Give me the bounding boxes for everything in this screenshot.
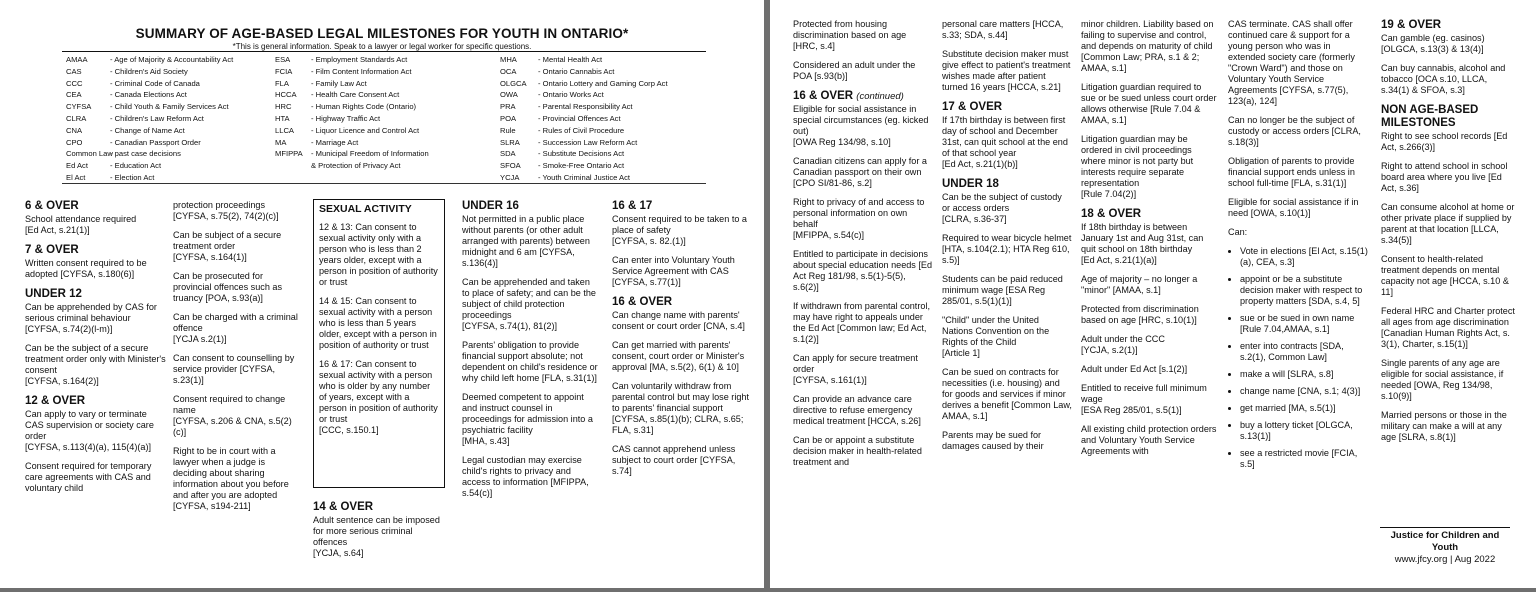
section-heading: 14 & OVER — [313, 501, 374, 513]
milestone-item: Legal custodian may exercise child's rights to privacy and access to information [MFIPPA, s.54(c)] — [462, 455, 589, 498]
footer-credit — [1380, 527, 1510, 566]
milestone-item: personal care matters [HCCA, s.33; SDA, s.44] — [942, 19, 1064, 40]
abbrev-key: Common Law — [66, 149, 113, 159]
abbrev-key: CPO — [66, 137, 83, 147]
abbrev-key: LLCA — [275, 125, 294, 135]
milestone-item: Obligation of parents to provide financial support ends unless in school full-time [FLA, s.31(1)] — [1228, 156, 1355, 188]
abbrev-row — [500, 101, 668, 113]
milestone-item: Required to wear bicycle helmet [HTA, s.104(2.1); HTA Reg 610, s.5)] — [942, 233, 1072, 265]
citation: [YCJA s.2(1)] — [173, 334, 227, 344]
milestone-item: Single parents of any age are eligible for social assistance, if needed [OWA, Reg 134/98, s.10(9)] — [1381, 358, 1504, 401]
p1-column-5 — [612, 200, 752, 485]
abbrev-meaning: - Ontario Lottery and Gaming Corp Act — [538, 78, 668, 88]
abbrev-row — [66, 113, 233, 125]
milestone-item: If withdrawn from parental control, may have right to appeals under the Ed Act [Common law; Ed Act, s.1(2)] — [793, 301, 930, 344]
citation: [Article 1] — [942, 348, 980, 358]
milestone-item: CAS terminate. CAS shall offer continued care & support for a young person who was in extended society care (formerly "Crown Ward") and those on Voluntary Youth Service Agreements [CYFSA, s.77(5), 123(a), 124] — [1228, 19, 1355, 106]
abbrev-key: OWA — [500, 90, 518, 100]
abbrev-meaning: - Canadian Passport Order — [110, 137, 201, 147]
abbrev-key: HTA — [275, 113, 290, 123]
milestone-item: Consent to health-related treatment depends on mental capacity not age [HCCA, s.10 & 11] — [1381, 254, 1509, 297]
abbrev-meaning: - Marriage Act — [311, 137, 359, 147]
abbrev-meaning: - Highway Traffic Act — [311, 113, 381, 123]
p1-column-3 — [319, 222, 439, 444]
abbrev-meaning: - Children's Law Reform Act — [110, 113, 204, 123]
abbrev-row — [275, 54, 429, 66]
milestone-item: Eligible for social assistance if in need [OWA, s.10(1)] — [1228, 197, 1359, 218]
abbrev-row — [275, 89, 429, 101]
abbrev-key: ESA — [275, 55, 291, 64]
milestone-item: Age of majority – no longer a "minor" [AMAA, s.1] — [1081, 274, 1198, 295]
abbrev-meaning: - Rules of Civil Procedure — [538, 125, 625, 135]
milestone-item: Can provide an advance care directive to refuse emergency medical treatment [HCCA, s.26] — [793, 394, 921, 426]
abbrev-key: El Act — [66, 172, 86, 182]
p2-column-5 — [1381, 19, 1516, 451]
section-heading: 12 & OVER — [25, 395, 86, 407]
header-rule — [62, 51, 706, 52]
citation: [CYFSA, s194-211] — [173, 501, 251, 511]
abbrev-row — [66, 54, 233, 66]
milestone-item: "Child" under the United Nations Convention on the Rights of the Child [Article 1] — [942, 315, 1072, 359]
milestone-item: Can enter into Voluntary Youth Service Agreement with CAS [CYFSA, s.77(1)] — [612, 255, 735, 287]
milestone-item: Consent required for temporary care agreements with CAS and voluntary child — [25, 461, 152, 493]
milestone-item: Can be charged with a criminal offence [YCJA s.2(1)] — [173, 312, 301, 345]
abbrev-row — [500, 125, 668, 137]
abbrev-key: MHA — [500, 55, 517, 64]
milestone-item: Parents may be sued for damages caused by their — [942, 430, 1044, 451]
milestone-item: Entitled to participate in decisions about special education needs [Ed Act Reg 181/98, s.5(1)-5(5), s.6(2)] — [793, 249, 933, 292]
milestone-item: Not permitted in a public place without parents (or other adult arranged with parents) between midnight and 6 am [CYFSA, s.136(4)] — [462, 214, 590, 268]
p1-column-2 — [173, 200, 301, 520]
citation: [CLRA, s.36-37] — [942, 214, 1007, 224]
milestone-item: Can change name with parents' consent or court order [CNA, s.4] — [612, 310, 745, 331]
abbrev-row — [66, 160, 233, 172]
citation: [CYFSA, s.75(2), 74(2)(c)] — [173, 211, 279, 221]
milestone-item: Written consent required to be adopted [CYFSA, s.180(6)] — [25, 258, 147, 279]
abbrev-row — [500, 137, 668, 149]
citation: [Ed Act, s.21(1)(b)] — [942, 159, 1018, 169]
abbrev-row — [500, 172, 668, 184]
abbrev-meaning: - past case decisions — [110, 149, 181, 159]
abbrev-row — [275, 160, 429, 172]
can-list-item: • appoint or be a substitute decision maker with respect to property matters [SDA, s.4, 5] — [1240, 274, 1370, 307]
abbrev-key: OCA — [500, 66, 517, 76]
section-heading: UNDER 18 — [942, 178, 999, 190]
section-heading: NON AGE-BASED MILESTONES — [1381, 104, 1479, 129]
milestone-item: Can be the subject of a secure treatment order only with Minister's consent [CYFSA, s.164(2)] — [25, 343, 166, 386]
milestone-item: All existing child protection orders and Voluntary Youth Service Agreements with — [1081, 424, 1217, 456]
milestone-item: If 17th birthday is between first day of school and December 31st, can quit school at the end of that school year [Ed Act, s.21(1)(b)] — [942, 115, 1072, 170]
milestone-item: Federal HRC and Charter protect all ages from age discrimination [Canadian Human Rights Act, s. 3(1), Charter, s.15(1)] — [1381, 306, 1515, 349]
milestone-item: Eligible for social assistance in special circumstances (eg. kicked out) [OWA Reg 134/98, s.10] — [793, 104, 933, 148]
can-list-item: • enter into contracts [SDA, s.2(1), Common Law] — [1240, 341, 1370, 363]
abbrev-key: FLA — [275, 78, 289, 88]
milestone-item: Can be or appoint a substitute decision maker in health-related treatment and — [793, 435, 922, 467]
citation: [CYFSA, s.161(1)] — [793, 375, 867, 385]
milestone-item: School attendance required [Ed Act, s.21(1)] — [25, 214, 167, 236]
abbrev-row — [500, 66, 668, 78]
abbrev-row — [275, 137, 429, 149]
abbrev-row — [275, 101, 429, 113]
milestone-item: Can be sued on contracts for necessities (i.e. housing) and for goods and services if minor derives a benefit [Common Law, AMAA, s.1] — [942, 367, 1072, 421]
milestone-item: Protected from housing discrimination based on age [HRC, s.4] — [793, 19, 907, 51]
section-heading: 6 & OVER — [25, 200, 79, 212]
can-list-item: • make a will [SLRA, s.8] — [1240, 369, 1370, 380]
abbrev-row — [66, 66, 233, 78]
can-list-item: • get married [MA, s.5(1)] — [1240, 403, 1370, 414]
abbrev-meaning: - Ontario Works Act — [538, 90, 604, 100]
abbrev-meaning: - Liquor Licence and Control Act — [311, 125, 420, 135]
abbrev-meaning: - Children's Aid Society — [110, 66, 188, 76]
milestone-item: protection proceedings [CYFSA, s.75(2), 74(2)(c)] — [173, 200, 301, 222]
citation: [OWA Reg 134/98, s.10] — [793, 137, 891, 147]
abbrev-key: PRA — [500, 102, 516, 112]
abbrev-meaning: - Succession Law Reform Act — [538, 137, 638, 147]
abbrev-row — [275, 78, 429, 90]
citation: [CYFSA, s. 82.(1)] — [612, 236, 686, 246]
milestone-item: If 18th birthday is between January 1st and Aug 31st, can quit school on 18th birthday [Ed Act, s.21(1)(a)] — [1081, 222, 1217, 266]
abbrev-row — [66, 148, 233, 160]
abbrev-row — [275, 148, 429, 160]
abbrev-meaning: & Protection of Privacy Act — [311, 161, 401, 171]
milestone-item: Considered an adult under the POA [s.93(b)] — [793, 60, 916, 81]
section-heading: 16 & OVER (continued) — [793, 90, 904, 102]
abbrev-key: SDA — [500, 149, 516, 159]
abbrev-meaning: - Mental Health Act — [538, 55, 603, 64]
abbrev-key: HCCA — [275, 90, 297, 100]
citation: [MHA, s.43] — [462, 436, 510, 446]
abbrev-meaning: - Change of Name Act — [110, 125, 185, 135]
citation: [Ed Act, s.21(1)] — [25, 225, 90, 235]
abbrev-row — [500, 113, 668, 125]
abbrev-key: CCC — [66, 78, 83, 88]
p2-column-3 — [1081, 19, 1217, 465]
citation: [YCJA, s.2(1)] — [1081, 345, 1138, 355]
abbrev-key: Ed Act — [66, 161, 88, 171]
abbrev-row — [500, 89, 668, 101]
abbrev-row — [66, 137, 233, 149]
sexual-activity-title: SEXUAL ACTIVITY — [319, 203, 412, 215]
abbrev-key: OLGCA — [500, 78, 527, 88]
abbrev-key: Rule — [500, 125, 516, 135]
abbrev-key: CNA — [66, 125, 83, 135]
abbrev-meaning: - Film Content Information Act — [311, 66, 412, 76]
abbrev-key: HRC — [275, 102, 292, 112]
can-list-item: • buy a lottery ticket [OLGCA, s.13(1)] — [1240, 420, 1370, 442]
milestone-item: Adult under Ed Act [s.1(2)] — [1081, 364, 1188, 374]
can-list-item: • see a restricted movie [FCIA, s.5] — [1240, 448, 1370, 470]
abbrev-col-1 — [66, 54, 233, 184]
milestone-item: Can get married with parents' consent, court order or Minister's approval [MA, s.5(2), 6(1) & 10] — [612, 340, 745, 372]
section-heading: 18 & OVER — [1081, 208, 1142, 220]
abbrev-meaning: - Family Law Act — [311, 78, 367, 88]
milestone-item: Can be subject of a secure treatment order [CYFSA, s.164(1)] — [173, 230, 301, 263]
milestone-item: 12 & 13: Can consent to sexual activity only with a person who is less than 2 years older, except with a person in position of authority or trust — [319, 222, 438, 287]
p1-column-3b — [313, 501, 443, 567]
citation: [CYFSA, s.74(2)(l-m)] — [25, 324, 113, 334]
milestone-item: Deemed competent to appoint and instruct counsel in proceedings for admission into a psychiatric facility [MHA, s.43] — [462, 392, 600, 447]
milestone-item: Substitute decision maker must give effect to patient's treatment wishes made after patient turned 16 years [HCCA, s.21] — [942, 49, 1071, 92]
section-heading: UNDER 16 — [462, 200, 519, 212]
milestone-item: 16 & 17: Can consent to sexual activity with a person who is older by any number of years, except with a person in position of authority or trust [CCC, s.150.1] — [319, 359, 438, 435]
section-heading: 19 & OVER — [1381, 19, 1442, 31]
abbrev-row — [500, 54, 668, 66]
milestone-item: Adult under the CCC [YCJA, s.2(1)] — [1081, 334, 1217, 356]
footer-org: Justice for Children and Youth — [1390, 530, 1500, 553]
abbrev-meaning: - Age of Majority & Accountability Act — [110, 55, 234, 64]
p1-column-4 — [462, 200, 600, 507]
citation: [CYFSA, s.85(1)(b); CLRA, s.65; FLA, s.31] — [612, 414, 744, 435]
abbrev-meaning: - Municipal Freedom of Information — [311, 149, 429, 159]
milestone-item: Can gamble (eg. casinos) [OLGCA, s.13(3) & 13(4)] — [1381, 33, 1485, 54]
milestone-item: Can apply for secure treatment order [CYFSA, s.161(1)] — [793, 353, 933, 386]
abbrev-row — [275, 66, 429, 78]
abbrev-row — [66, 78, 233, 90]
milestone-item: CAS cannot apprehend unless subject to court order [CYFSA, s.74] — [612, 444, 736, 476]
section-heading: 17 & OVER — [942, 101, 1003, 113]
citation: [Rule 7.04(2)] — [1081, 189, 1137, 199]
footer-site: www.jfcy.org | Aug 2022 — [1394, 554, 1496, 565]
section-heading: 16 & 17 — [612, 200, 653, 212]
abbrev-key: AMAA — [66, 55, 88, 64]
can-list-item: • Vote in elections [El Act, s.15(1)(a), CEA, s.3] — [1240, 246, 1370, 268]
can-list-item: • change name [CNA, s.1; 4(3)] — [1240, 386, 1370, 397]
abbrev-row — [275, 113, 429, 125]
citation: [MFIPPA, s.54(c)] — [793, 230, 865, 240]
abbrev-key: CLRA — [66, 113, 87, 123]
abbrev-row — [66, 101, 233, 113]
milestone-item: Can apply to vary or terminate CAS supervision or society care order [CYFSA, s.113(4)(a), 115(4)(a)] — [25, 409, 167, 453]
milestone-item: Entitled to receive full minimum wage [ESA Reg 285/01, s.5(1)] — [1081, 383, 1217, 416]
milestone-item: Parents' obligation to provide financial support absolute; not dependent on child's residence or why child left home [FLA, s.31(1)] — [462, 340, 598, 383]
abbrev-key: SFOA — [500, 161, 521, 171]
p2-column-4 — [1228, 19, 1370, 476]
milestone-item: Can voluntarily withdraw from parental control but may lose right to parents' financial support [CYFSA, s.85(1)(b); CLRA, s.65; FLA, s.31] — [612, 381, 752, 436]
abbrev-meaning: - Employment Standards Act — [311, 55, 408, 64]
abbrev-meaning: - Parental Responsibility Act — [538, 102, 633, 112]
milestone-item: Canadian citizens can apply for a Canadian passport on their own [CPO SI/81-86, s.2] — [793, 156, 927, 188]
abbrev-key: SLRA — [500, 137, 520, 147]
abbrev-meaning: - Election Act — [110, 172, 155, 182]
can-list — [1228, 246, 1370, 470]
citation: [CYFSA, s.164(1)] — [173, 252, 247, 262]
milestone-item: Can buy cannabis, alcohol and tobacco [OCA s.10, LLCA, s.34(1) & SFOA, s.3] — [1381, 63, 1506, 95]
p2-column-1 — [793, 19, 933, 476]
p2-column-2 — [942, 19, 1072, 460]
abbrev-row — [275, 125, 429, 137]
abbrev-meaning: - Child Youth & Family Services Act — [110, 102, 229, 112]
page-one — [0, 0, 764, 588]
page-title: SUMMARY OF AGE-BASED LEGAL MILESTONES FOR YOUTH IN ONTARIO* — [135, 26, 629, 41]
milestone-item: Can consume alcohol at home or other private place if supplied by parent at that location [LLCA, s.34(5)] — [1381, 202, 1515, 245]
abbrev-meaning: - Canada Elections Act — [110, 90, 187, 100]
milestone-item: Right to see school records [Ed Act, s.266(3)] — [1381, 131, 1508, 152]
milestone-item: Can be the subject of custody or access orders [CLRA, s.36-37] — [942, 192, 1072, 225]
abbrev-key: CYFSA — [66, 102, 92, 112]
section-heading: 16 & OVER — [612, 296, 673, 308]
citation: [ESA Reg 285/01, s.5(1)] — [1081, 405, 1182, 415]
citation: [CYFSA, s.206 & CNA, s.5(2)(c)] — [173, 416, 292, 437]
abbrev-meaning: - Health Care Consent Act — [311, 90, 400, 100]
abbrev-key: MA — [275, 137, 287, 147]
milestone-item: Right to attend school in school board area where you live [Ed Act, s.36] — [1381, 161, 1508, 193]
citation: [CYFSA, s.164(2)] — [25, 376, 99, 386]
abbrev-row — [66, 125, 233, 137]
milestone-item: Can: — [1228, 227, 1248, 237]
milestone-item: Litigation guardian may be ordered in civil proceedings where minor is not party but interests require separate representation [Rule 7.04(2)] — [1081, 134, 1217, 200]
section-heading: 7 & OVER — [25, 244, 79, 256]
milestone-item: Right to be in court with a lawyer when a judge is deciding about sharing information about you before and after you are adopted [CYFSA, s194-211] — [173, 446, 301, 512]
abbrev-row — [66, 89, 233, 101]
abbrev-key: MFIPPA — [275, 149, 303, 159]
citation: [YCJA, s.64] — [313, 548, 364, 558]
abbrev-key: CEA — [66, 90, 82, 100]
abbrev-meaning: - Youth Criminal Justice Act — [538, 172, 631, 182]
abbrev-key: POA — [500, 113, 517, 123]
milestone-item: Litigation guardian required to sue or be sued unless court order allows otherwise [Rule 7.04 & AMAA, s.1] — [1081, 82, 1217, 125]
milestone-item: Can be apprehended and taken to place of safety; and can be the subject of child protection proceedings [CYFSA, s.74(1), 81(2)] — [462, 277, 600, 332]
abbrev-row — [66, 172, 233, 184]
abbrev-meaning: - Criminal Code of Canada — [110, 78, 200, 88]
milestone-item: Protected from discrimination based on age [HRC, s.10(1)] — [1081, 304, 1199, 325]
abbrev-col-3 — [500, 54, 668, 184]
milestone-item: Can no longer be the subject of custody or access orders [CLRA, s.18(3)] — [1228, 115, 1361, 147]
section-heading: UNDER 12 — [25, 288, 82, 300]
abbrev-key: YCJA — [500, 172, 520, 182]
milestone-item: Right to privacy of and access to personal information on own behalf [MFIPPA, s.54(c)] — [793, 197, 933, 241]
abbrev-row — [500, 160, 668, 172]
p1-column-1 — [25, 200, 167, 502]
citation: [CYFSA, s.74(1), 81(2)] — [462, 321, 558, 331]
milestone-item: Adult sentence can be imposed for more serious criminal offences [YCJA, s.64] — [313, 515, 443, 559]
abbrev-row — [500, 78, 668, 90]
abbrev-meaning: - Ontario Cannabis Act — [538, 66, 615, 76]
milestone-item: Can be prosecuted for provincial offences such as truancy [POA, s.93(a)] — [173, 271, 283, 303]
milestone-item: Consent required to change name [CYFSA, s.206 & CNA, s.5(2)(c)] — [173, 394, 301, 438]
can-list-item: • sue or be sued in own name [Rule 7.04,AMAA, s.1] — [1240, 313, 1370, 335]
citation: [Ed Act, s.21(1)(a)] — [1081, 255, 1157, 265]
milestone-item: Can be apprehended by CAS for serious criminal behaviour [CYFSA, s.74(2)(l-m)] — [25, 302, 167, 335]
page-subtitle: *This is general information. Speak to a lawyer or legal worker for specific questions. — [232, 42, 532, 51]
header-divider — [62, 183, 706, 184]
abbrev-col-2 — [275, 54, 429, 172]
page-two — [770, 0, 1536, 588]
abbrev-meaning: - Provincial Offences Act — [538, 113, 621, 123]
milestone-item: Can consent to counselling by service provider [CYFSA, s.23(1)] — [173, 353, 295, 385]
abbrev-meaning: - Substitute Decisions Act — [538, 149, 625, 159]
abbrev-meaning: - Smoke-Free Ontario Act — [538, 161, 625, 171]
citation: [CCC, s.150.1] — [319, 425, 379, 435]
milestone-item: minor children. Liability based on failing to supervise and control, and depends on maturity of child [Common Law; PRA, s.1 & 2; AMAA, s.1] — [1081, 19, 1214, 73]
abbrev-key: FCIA — [275, 66, 293, 76]
milestone-item: 14 & 15: Can consent to sexual activity with a person who is less than 5 years older, except with a person in position of authority or trust — [319, 296, 437, 350]
abbrev-meaning: - Human Rights Code (Ontario) — [311, 102, 417, 112]
milestone-item: Students can be paid reduced minimum wage [ESA Reg 285/01, s.5(1)(1)] — [942, 274, 1063, 306]
abbrev-key: CAS — [66, 66, 82, 76]
milestone-item: Married persons or those in the military can make a will at any age [SLRA, s.8(1)] — [1381, 410, 1507, 442]
abbrev-meaning: - Education Act — [110, 161, 162, 171]
citation: [CYFSA, s.113(4)(a), 115(4)(a)] — [25, 442, 152, 452]
abbrev-row — [500, 148, 668, 160]
milestone-item: Consent required to be taken to a place of safety [CYFSA, s. 82.(1)] — [612, 214, 752, 247]
